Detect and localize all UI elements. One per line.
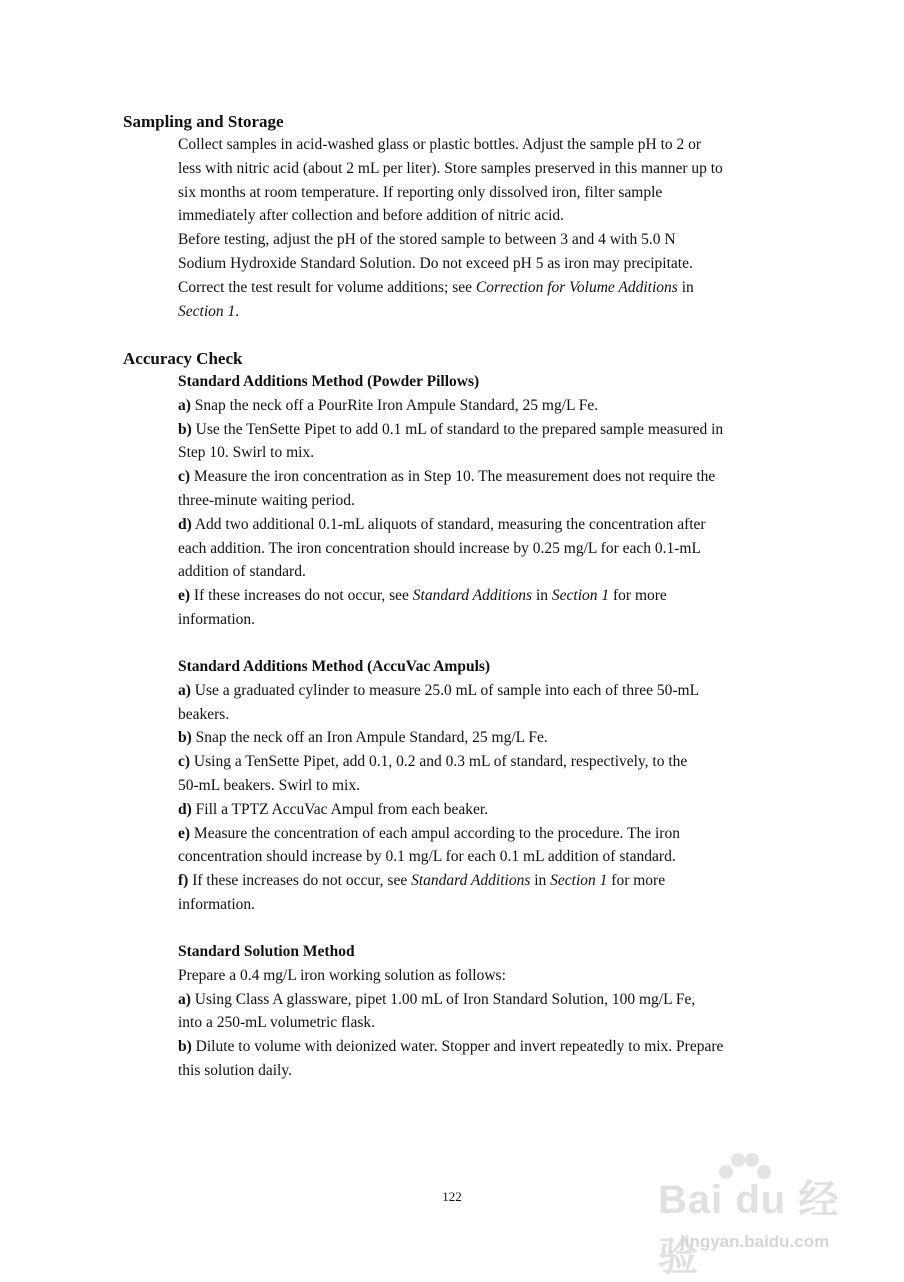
text-line: Prepare a 0.4 mg/L iron working solution as follows: bbox=[178, 966, 506, 984]
subheading: Standard Additions Method (Powder Pillows) bbox=[178, 373, 480, 390]
step-c: c) Using a TenSette Pipet, add 0.1, 0.2 and 0.3 mL of standard, respectively, to the bbox=[178, 753, 688, 771]
text-line: Before testing, adjust the pH of the stored sample to between 3 and 4 with 5.0 N bbox=[178, 231, 676, 249]
text-line: Sodium Hydroxide Standard Solution. Do not exceed pH 5 as iron may precipitate. bbox=[178, 254, 693, 272]
step-a: a) Use a graduated cylinder to measure 25.0 mL of sample into each of three 50-mL bbox=[178, 681, 700, 699]
text-line: concentration should increase by 0.1 mg/L for each 0.1 mL addition of standard. bbox=[178, 848, 676, 866]
text-line: information. bbox=[178, 895, 256, 913]
section-heading-sampling: Sampling and Storage bbox=[123, 112, 284, 131]
subheading: Standard Solution Method bbox=[178, 943, 355, 960]
text-line: beakers. bbox=[178, 705, 230, 723]
text-line: into a 250-mL volumetric flask. bbox=[178, 1014, 376, 1032]
step-a: a) Snap the neck off a PourRite Iron Ampule Standard, 25 mg/L Fe. bbox=[178, 396, 599, 414]
reference-italic: Section 1 bbox=[178, 302, 236, 320]
powder-pillows-block bbox=[178, 370, 778, 632]
sampling-paragraph bbox=[178, 133, 778, 323]
text-line: Correct the test result for volume additions; see Correction for Volume Additions in bbox=[178, 278, 694, 296]
text-line: Section 1. bbox=[178, 302, 240, 320]
accuvac-block bbox=[178, 655, 778, 917]
subheading: Standard Additions Method (AccuVac Ampuls) bbox=[178, 658, 491, 675]
step-d: d) Fill a TPTZ AccuVac Ampul from each beaker. bbox=[178, 800, 489, 818]
text-line: Collect samples in acid-washed glass or plastic bottles. Adjust the sample pH to 2 or bbox=[178, 136, 702, 153]
step-d: d) Add two additional 0.1-mL aliquots of standard, measuring the concentration after bbox=[178, 515, 706, 533]
text-line: three-minute waiting period. bbox=[178, 491, 355, 509]
reference-italic: Correction for Volume Additions bbox=[475, 278, 678, 296]
step-e: e) Measure the concentration of each ampul according to the procedure. The iron bbox=[178, 824, 680, 842]
section-heading-accuracy: Accuracy Check bbox=[123, 349, 243, 368]
standard-solution-block bbox=[178, 940, 778, 1083]
text-line: each addition. The iron concentration should increase by 0.25 mg/L for each 0.1-mL bbox=[178, 539, 701, 557]
step-b: b) Dilute to volume with deionized water. Stopper and invert repeatedly to mix. Prepare bbox=[178, 1038, 724, 1056]
watermark-logo: Bai du 经验 bbox=[658, 1178, 840, 1279]
watermark-url: jingyan.baidu.com bbox=[680, 1232, 830, 1251]
text-line: immediately after collection and before addition of nitric acid. bbox=[178, 207, 565, 225]
step-c: c) Measure the iron concentration as in Step 10. The measurement does not require the bbox=[178, 468, 716, 486]
text-line: six months at room temperature. If reporting only dissolved iron, filter sample bbox=[178, 183, 663, 201]
text-line: addition of standard. bbox=[178, 563, 306, 581]
text-line: Step 10. Swirl to mix. bbox=[178, 444, 315, 462]
watermark bbox=[644, 1148, 844, 1279]
step-b: b) Use the TenSette Pipet to add 0.1 mL of standard to the prepared sample measured in bbox=[178, 420, 724, 438]
text-line: information. bbox=[178, 610, 256, 628]
text-line: 50-mL beakers. Swirl to mix. bbox=[178, 776, 360, 794]
step-e: e) If these increases do not occur, see Standard Additions in Section 1 for more bbox=[178, 587, 667, 605]
step-f: f) If these increases do not occur, see Standard Additions in Section 1 for more bbox=[178, 872, 666, 890]
page-number: 122 bbox=[442, 1189, 462, 1204]
text-line: less with nitric acid (about 2 mL per liter). Store samples preserved in this manner up to bbox=[178, 159, 723, 177]
text-line: this solution daily. bbox=[178, 1061, 292, 1079]
step-a: a) Using Class A glassware, pipet 1.00 mL of Iron Standard Solution, 100 mg/L Fe, bbox=[178, 990, 696, 1008]
step-b: b) Snap the neck off an Iron Ampule Standard, 25 mg/L Fe. bbox=[178, 729, 548, 747]
